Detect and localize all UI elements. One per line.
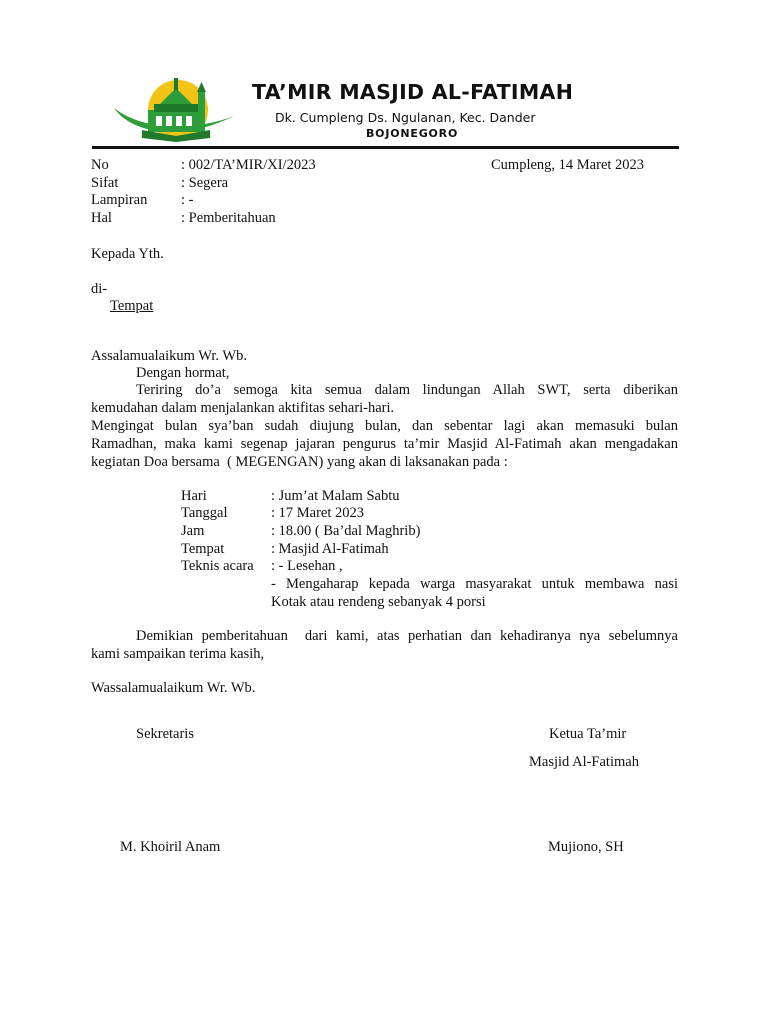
event-tempat-value: : Masjid Al-Fatimah: [271, 541, 389, 557]
event-jam-label: Jam: [181, 523, 205, 539]
header-divider: [92, 146, 679, 149]
paragraph-2-line-1: Mengingat bulan sya’ban sudah diujung bulan, dan sebentar lagi akan memasuki bulan: [91, 418, 678, 434]
sifat-value: : Segera: [181, 175, 229, 191]
event-teknis-value: : - Lesehan ,: [271, 558, 343, 574]
paragraph-2-line-2: Ramadhan, maka kami segenap jajaran pengurus ta’mir Masjid Al-Fatimah akan mengadakan: [91, 436, 678, 452]
event-teknis-label: Teknis acara: [181, 558, 254, 574]
event-hari-label: Hari: [181, 488, 207, 504]
paragraph-1-line-2: kemudahan dalam menjalankan aktifitas sehari-hari.: [91, 400, 395, 416]
recipient-tempat: Tempat: [110, 298, 154, 314]
letter-date: Cumpleng, 14 Maret 2023: [491, 157, 645, 173]
paragraph-2-line-3: kegiatan Doa bersama ( MEGENGAN) yang akan di laksanakan pada :: [91, 454, 508, 470]
signature-right-subtitle: Masjid Al-Fatimah: [529, 754, 639, 770]
event-tanggal-value: : 17 Maret 2023: [271, 505, 365, 521]
signature-right-name: Mujiono, SH: [548, 839, 624, 855]
opening-salam: Assalamualaikum Wr. Wb.: [91, 348, 247, 364]
hal-label: Hal: [91, 210, 112, 226]
event-jam-value: : 18.00 ( Ba’dal Maghrib): [271, 523, 421, 539]
hal-value: : Pemberitahuan: [181, 210, 276, 226]
lampiran-label: Lampiran: [91, 192, 148, 208]
event-hari-value: : Jum’at Malam Sabtu: [271, 488, 400, 504]
sifat-label: Sifat: [91, 175, 119, 191]
no-value: : 002/TA’MIR/XI/2023: [181, 157, 316, 173]
org-address: Dk. Cumpleng Ds. Ngulanan, Kec. Dander: [275, 110, 536, 125]
recipient-kepada: Kepada Yth.: [91, 246, 164, 262]
recipient-di: di-: [91, 281, 108, 297]
event-teknis-line-2: - Mengaharap kepada warga masyarakat untuk membawa nasi: [271, 576, 678, 592]
closing-salam: Wassalamualaikum Wr. Wb.: [91, 680, 256, 696]
opening-hormat: Dengan hormat,: [136, 365, 230, 381]
signature-right-title: Ketua Ta’mir: [549, 726, 627, 742]
paragraph-1-line-1: Teriring do’a semoga kita semua dalam lindungan Allah SWT, serta diberikan: [136, 382, 678, 398]
mosque-logo-icon: [112, 72, 236, 144]
event-teknis-line-3: Kotak atau rendeng sebanyak 4 porsi: [271, 594, 486, 610]
event-tanggal-label: Tanggal: [181, 505, 228, 521]
event-tempat-label: Tempat: [181, 541, 225, 557]
closing-line-1: Demikian pemberitahuan dari kami, atas perhatian dan kehadiranya nya sebelumnya: [136, 628, 678, 644]
signature-left-name: M. Khoiril Anam: [120, 839, 221, 855]
org-name: TA’MIR MASJID AL-FATIMAH: [252, 80, 574, 104]
lampiran-value: : -: [181, 192, 194, 208]
signature-left-title: Sekretaris: [136, 726, 194, 742]
org-city: BOJONEGORO: [366, 127, 459, 140]
closing-line-2: kami sampaikan terima kasih,: [91, 646, 265, 662]
no-label: No: [91, 157, 109, 173]
